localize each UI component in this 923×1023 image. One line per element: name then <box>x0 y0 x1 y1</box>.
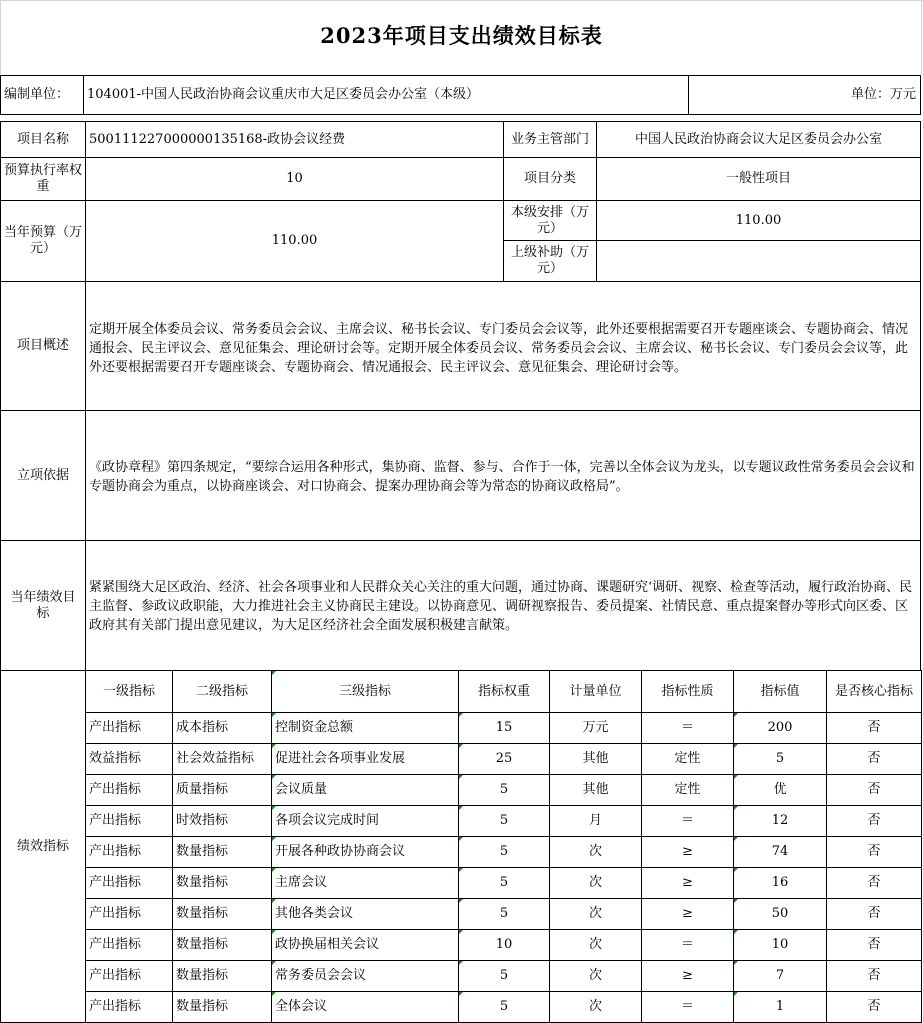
indicator-cell-core: 否 <box>826 774 922 806</box>
indicator-cell-core: 否 <box>826 805 922 837</box>
cell-marker-icon <box>459 961 463 965</box>
cell-marker-icon <box>459 713 463 717</box>
indicator-cell-unit: 万元 <box>549 712 642 744</box>
indicator-cell-core: 否 <box>826 929 922 961</box>
indicator-cell-level3: 政协换届相关会议 <box>271 929 459 961</box>
indicator-cell-level3: 会议质量 <box>271 774 459 806</box>
goal-text: 紧紧围绕大足区政治、经济、社会各项事业和人民群众关心关注的重大问题，通过协商、课题研究‘调研、视察、检查等活动，履行政治协商、民主监督、参政议政职能，大力推进社会主义协商民主建设。以协商意见、调研视察报告、委员提案、社情民意、重点提案督办等形式向区委、区政府其有关部门提出意见建议，为大足区经济社会全面发展积极建言献策。 <box>85 540 921 671</box>
cell-marker-icon <box>272 775 276 779</box>
indicator-cell-level1: 产出指标 <box>85 805 173 837</box>
indicator-cell-nature: 定性 <box>641 774 734 806</box>
rate-label: 预算执行率权重 <box>0 157 86 201</box>
indicator-cell-core: 否 <box>826 991 922 1023</box>
indicator-cell-core: 否 <box>826 960 922 992</box>
cell-marker-icon <box>272 806 276 810</box>
indicator-cell-core: 否 <box>826 836 922 868</box>
local-budget-value: 110.00 <box>596 200 921 241</box>
indicator-cell-level1: 产出指标 <box>85 774 173 806</box>
cell-marker-icon <box>459 837 463 841</box>
cell-marker-icon <box>734 899 738 903</box>
goal-label: 当年绩效目标 <box>0 540 86 671</box>
upper-subsidy-label: 上级补助（万元） <box>503 240 597 282</box>
indicator-cell-weight: 5 <box>458 836 550 868</box>
indicator-cell-nature: ≥ <box>641 960 734 992</box>
indicator-cell-level3: 开展各种政协协商会议 <box>271 836 459 868</box>
indicator-cell-level2: 数量指标 <box>172 929 272 961</box>
budget-label: 当年预算（万元） <box>0 200 86 282</box>
indicator-cell-value: 10 <box>733 929 827 961</box>
indicator-cell-core: 否 <box>826 712 922 744</box>
indicator-cell-level3: 各项会议完成时间 <box>271 805 459 837</box>
cell-marker-icon <box>459 806 463 810</box>
indicator-header-level1: 一级指标 <box>85 670 173 713</box>
rate-value: 10 <box>85 157 504 201</box>
cell-marker-icon <box>272 837 276 841</box>
page-title: 2023年项目支出绩效目标表 <box>320 23 603 48</box>
indicator-cell-level2: 数量指标 <box>172 960 272 992</box>
indicator-cell-level1: 效益指标 <box>85 743 173 775</box>
indicator-cell-weight: 5 <box>458 867 550 899</box>
indicator-cell-level2: 社会效益指标 <box>172 743 272 775</box>
cell-marker-icon <box>272 961 276 965</box>
indicators-label: 绩效指标 <box>0 670 86 1023</box>
indicator-cell-weight: 5 <box>458 960 550 992</box>
cell-marker-icon <box>459 775 463 779</box>
indicator-cell-value: 1 <box>733 991 827 1023</box>
indicator-header-weight: 指标权重 <box>458 670 550 713</box>
indicator-cell-level3: 全体会议 <box>271 991 459 1023</box>
unit-label: 单位：万元 <box>688 75 921 115</box>
cell-marker-icon <box>272 744 276 748</box>
indicator-cell-level3: 促进社会各项事业发展 <box>271 743 459 775</box>
indicator-cell-nature: ＝ <box>641 712 734 744</box>
indicator-cell-weight: 5 <box>458 774 550 806</box>
cell-marker-icon <box>272 992 276 996</box>
cell-marker-icon <box>459 868 463 872</box>
indicator-cell-level2: 数量指标 <box>172 836 272 868</box>
indicator-header-level2: 二级指标 <box>172 670 272 713</box>
indicator-header-nature: 指标性质 <box>641 670 734 713</box>
cell-marker-icon <box>734 961 738 965</box>
indicator-cell-value: 200 <box>733 712 827 744</box>
indicator-cell-level2: 数量指标 <box>172 991 272 1023</box>
cell-marker-icon <box>272 713 276 717</box>
indicator-cell-nature: ＝ <box>641 805 734 837</box>
indicator-cell-weight: 25 <box>458 743 550 775</box>
indicator-cell-value: 优 <box>733 774 827 806</box>
indicator-cell-level1: 产出指标 <box>85 991 173 1023</box>
indicator-cell-nature: ＝ <box>641 991 734 1023</box>
indicator-cell-unit: 次 <box>549 867 642 899</box>
indicator-cell-level2: 时效指标 <box>172 805 272 837</box>
indicator-cell-nature: ≥ <box>641 867 734 899</box>
indicator-cell-level1: 产出指标 <box>85 960 173 992</box>
indicator-cell-level3: 控制资金总额 <box>271 712 459 744</box>
indicator-cell-nature: ≥ <box>641 836 734 868</box>
indicator-cell-value: 7 <box>733 960 827 992</box>
indicator-cell-nature: ≥ <box>641 898 734 930</box>
indicator-header-unit: 计量单位 <box>549 670 642 713</box>
indicator-cell-unit: 其他 <box>549 774 642 806</box>
org-label: 编制单位： <box>0 75 84 115</box>
cell-marker-icon <box>272 671 276 675</box>
org-value: 104001-中国人民政治协商会议重庆市大足区委员会办公室（本级） <box>83 75 689 115</box>
overview-text: 定期开展全体委员会议、常务委员会会议、主席会议、秘书长会议、专门委员会会议等，此外还要根据需要召开专题座谈会、专题协商会、情况通报会、民主评议会、意见征集会、理论研讨会等。定期开展全体委员会议、常务委员会会议、主席会议、秘书长会议、专门委员会会议等，此外还要根据需要召开专题座谈会、专题协商会、情况通报会、民主评议会、意见征集会、理论研讨会等。 <box>85 281 921 411</box>
cell-marker-icon <box>272 899 276 903</box>
indicator-cell-unit: 月 <box>549 805 642 837</box>
indicator-cell-weight: 15 <box>458 712 550 744</box>
indicator-cell-unit: 次 <box>549 929 642 961</box>
cell-marker-icon <box>459 992 463 996</box>
indicator-cell-unit: 次 <box>549 898 642 930</box>
indicator-cell-level3: 常务委员会会议 <box>271 960 459 992</box>
overview-label: 项目概述 <box>0 281 86 411</box>
indicator-cell-core: 否 <box>826 867 922 899</box>
indicator-cell-value: 50 <box>733 898 827 930</box>
category-value: 一般性项目 <box>596 157 921 201</box>
local-budget-label: 本级安排（万元） <box>503 200 597 241</box>
indicator-cell-value: 16 <box>733 867 827 899</box>
upper-subsidy-value <box>596 240 921 282</box>
indicator-cell-weight: 5 <box>458 991 550 1023</box>
indicator-cell-core: 否 <box>826 743 922 775</box>
cell-marker-icon <box>459 744 463 748</box>
cell-marker-icon <box>734 930 738 934</box>
indicator-cell-level1: 产出指标 <box>85 898 173 930</box>
indicator-cell-weight: 5 <box>458 898 550 930</box>
indicator-header-level3: 三级指标 <box>271 670 459 713</box>
indicator-cell-level2: 数量指标 <box>172 898 272 930</box>
indicator-cell-unit: 次 <box>549 836 642 868</box>
indicator-cell-level2: 数量指标 <box>172 867 272 899</box>
basis-text: 《政协章程》第四条规定，“要综合运用各种形式，集协商、监督、参与、合作于一体，完善以全体会议为龙头，以专题议政性常务委员会会议和专题协商会为重点，以协商座谈会、对口协商会、提案办理协商会等为常态的协商议政格局”。 <box>85 410 921 541</box>
category-label: 项目分类 <box>503 157 597 201</box>
dept-label: 业务主管部门 <box>503 121 597 158</box>
indicator-cell-core: 否 <box>826 898 922 930</box>
cell-marker-icon <box>734 713 738 717</box>
budget-value: 110.00 <box>85 200 504 282</box>
cell-marker-icon <box>734 868 738 872</box>
indicator-cell-nature: 定性 <box>641 743 734 775</box>
cell-marker-icon <box>272 868 276 872</box>
indicator-cell-level1: 产出指标 <box>85 836 173 868</box>
project-name-value: 500111227000000135168-政协会议经费 <box>85 121 504 158</box>
indicator-cell-level3: 主席会议 <box>271 867 459 899</box>
indicator-header-core: 是否核心指标 <box>826 670 922 713</box>
cell-marker-icon <box>459 899 463 903</box>
indicator-cell-unit: 次 <box>549 991 642 1023</box>
cell-marker-icon <box>272 930 276 934</box>
indicator-cell-level1: 产出指标 <box>85 867 173 899</box>
indicator-cell-weight: 10 <box>458 929 550 961</box>
indicator-cell-level1: 产出指标 <box>85 712 173 744</box>
gridline <box>0 0 923 1</box>
cell-marker-icon <box>734 992 738 996</box>
indicator-cell-value: 5 <box>733 743 827 775</box>
indicator-cell-level3: 其他各类会议 <box>271 898 459 930</box>
cell-marker-icon <box>734 744 738 748</box>
indicator-cell-level2: 质量指标 <box>172 774 272 806</box>
cell-marker-icon <box>459 930 463 934</box>
indicator-cell-nature: ＝ <box>641 929 734 961</box>
cell-marker-icon <box>734 775 738 779</box>
indicator-cell-unit: 其他 <box>549 743 642 775</box>
indicator-cell-level2: 成本指标 <box>172 712 272 744</box>
indicator-cell-value: 12 <box>733 805 827 837</box>
indicator-cell-unit: 次 <box>549 960 642 992</box>
cell-marker-icon <box>734 837 738 841</box>
indicator-cell-value: 74 <box>733 836 827 868</box>
cell-marker-icon <box>734 806 738 810</box>
basis-label: 立项依据 <box>0 410 86 541</box>
indicator-cell-weight: 5 <box>458 805 550 837</box>
indicator-cell-level1: 产出指标 <box>85 929 173 961</box>
dept-value: 中国人民政治协商会议大足区委员会办公室 <box>596 121 921 158</box>
indicator-header-value: 指标值 <box>733 670 827 713</box>
project-name-label: 项目名称 <box>0 121 86 158</box>
